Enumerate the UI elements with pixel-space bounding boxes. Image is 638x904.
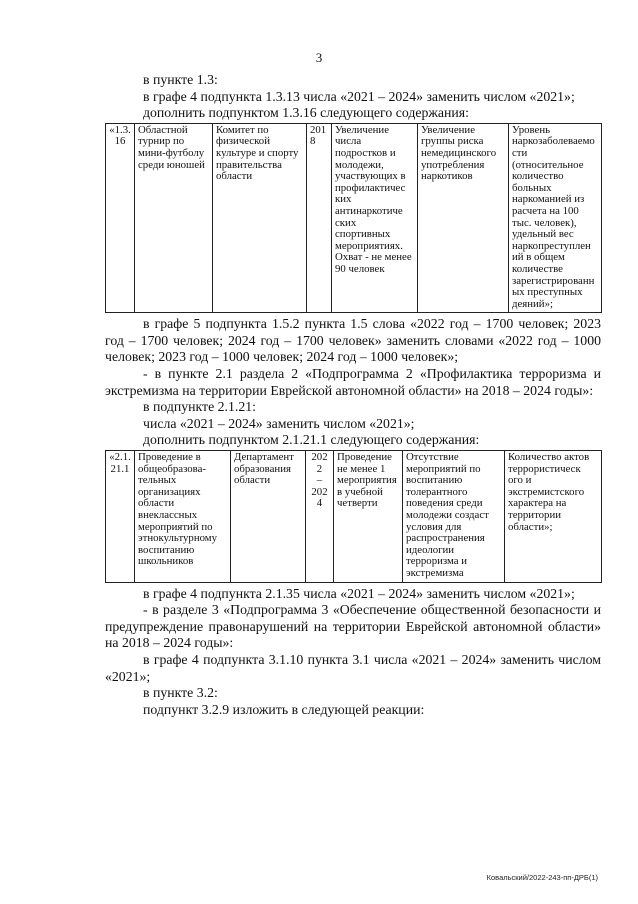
paragraph: в пункте 3.2: [143,685,218,701]
paragraph: в графе 5 подпункта 1.5.2 пункта 1.5 слова «2022 год – 1700 человек; 2023 год – 1700 человек; 2024 год – 1700 человек» заменить словами «2022 год – 1000 человек; 2023 год – 1000 человек; 2024 год – 1000 человек»; [105,316,601,365]
table-row [106,123,602,313]
paragraph: числа «2021 – 2024» заменить числом «2021»; [143,415,415,431]
paragraph: дополнить подпунктом 2.1.21.1 следующего содержания: [143,432,480,448]
paragraph: дополнить подпунктом 1.3.16 следующего содержания: [143,105,469,121]
table-cell-consequences: Увеличение группы риска немедицинского употребления наркотиков [418,123,509,313]
paragraph: в графе 4 подпункта 3.1.10 пункта 3.1 числа «2021 – 2024» заменить числом «2021»; [105,651,601,684]
table-cell-number: «2.1. 21.1 [106,451,135,583]
page-number: 3 [315,50,323,65]
paragraph: - в разделе 3 «Подпрограмма 3 «Обеспечение общественной безопасности и предупреждение правонарушений на территории Еврейской автономной области» на 2018 – 2024 годы»: [105,602,601,651]
paragraph: - в пункте 2.1 раздела 2 «Подпрограмма 2 «Профилактика терроризма и экстремизма на территории Еврейской автономной области» на 2018 – 2024 годы»: [105,366,601,398]
paragraph: подпункт 3.2.9 изложить в следующей реакции: [143,701,425,717]
table-cell-expected-result: Увеличение числа подростков и молодежи, участвующих в профилактичес ких антинаркотиче ских спортивных мероприятиях. Охват - не менее 90 человек [332,123,418,313]
paragraph: в подпункте 2.1.21: [143,399,256,415]
table-cell-number: «1.3. 16 [106,123,135,313]
table-cell-period: 2022 – 2024 [306,451,334,583]
paragraph: в пункте 1.3: [143,72,218,87]
paragraph: в графе 4 подпункта 2.1.35 числа «2021 – 2024» заменить числом «2021»; [143,585,575,601]
table-cell-indicator: Количество актов террористическ ого и экстремистского характера на территории области»; [505,451,602,583]
table-cell-period: 2018 [307,123,332,313]
document-body [105,72,601,718]
table-row [106,451,602,583]
table-subitem-1-3-16 [105,123,602,314]
table-cell-event: Областной турнир по мини-футболу среди юношей [135,123,213,313]
table-cell-executor: Департамент образования области [231,451,306,583]
table-cell-consequences: Отсутствие мероприятий по воспитанию толерантного поведения среди молодежи создаст условия для распространения идеологии терроризма и экстремизма [403,451,505,583]
table-cell-expected-result: Проведение не менее 1 мероприятия в учебной четверти [334,451,403,583]
document-footer-code: Ковальский/2022-243-пп-ДРБ(1) [486,873,598,882]
table-cell-indicator: Уровень наркозаболеваемо сти (относительное количество больных наркоманией из расчета на 100 тыс. человек), удельный вес наркопреступлен ий в общем количестве зарегистрированн ых преступных деяний»; [509,123,602,313]
table-cell-executor: Комитет по физической культуре и спорту правительства области [213,123,307,313]
table-subitem-2-1-21-1 [105,450,602,583]
paragraph: в графе 4 подпункта 1.3.13 числа «2021 – 2024» заменить числом «2021»; [143,88,575,104]
table-cell-event: Проведение в общеобразова-тельных организациях области внеклассных мероприятий по этнокультурному воспитанию школьников [135,451,231,583]
